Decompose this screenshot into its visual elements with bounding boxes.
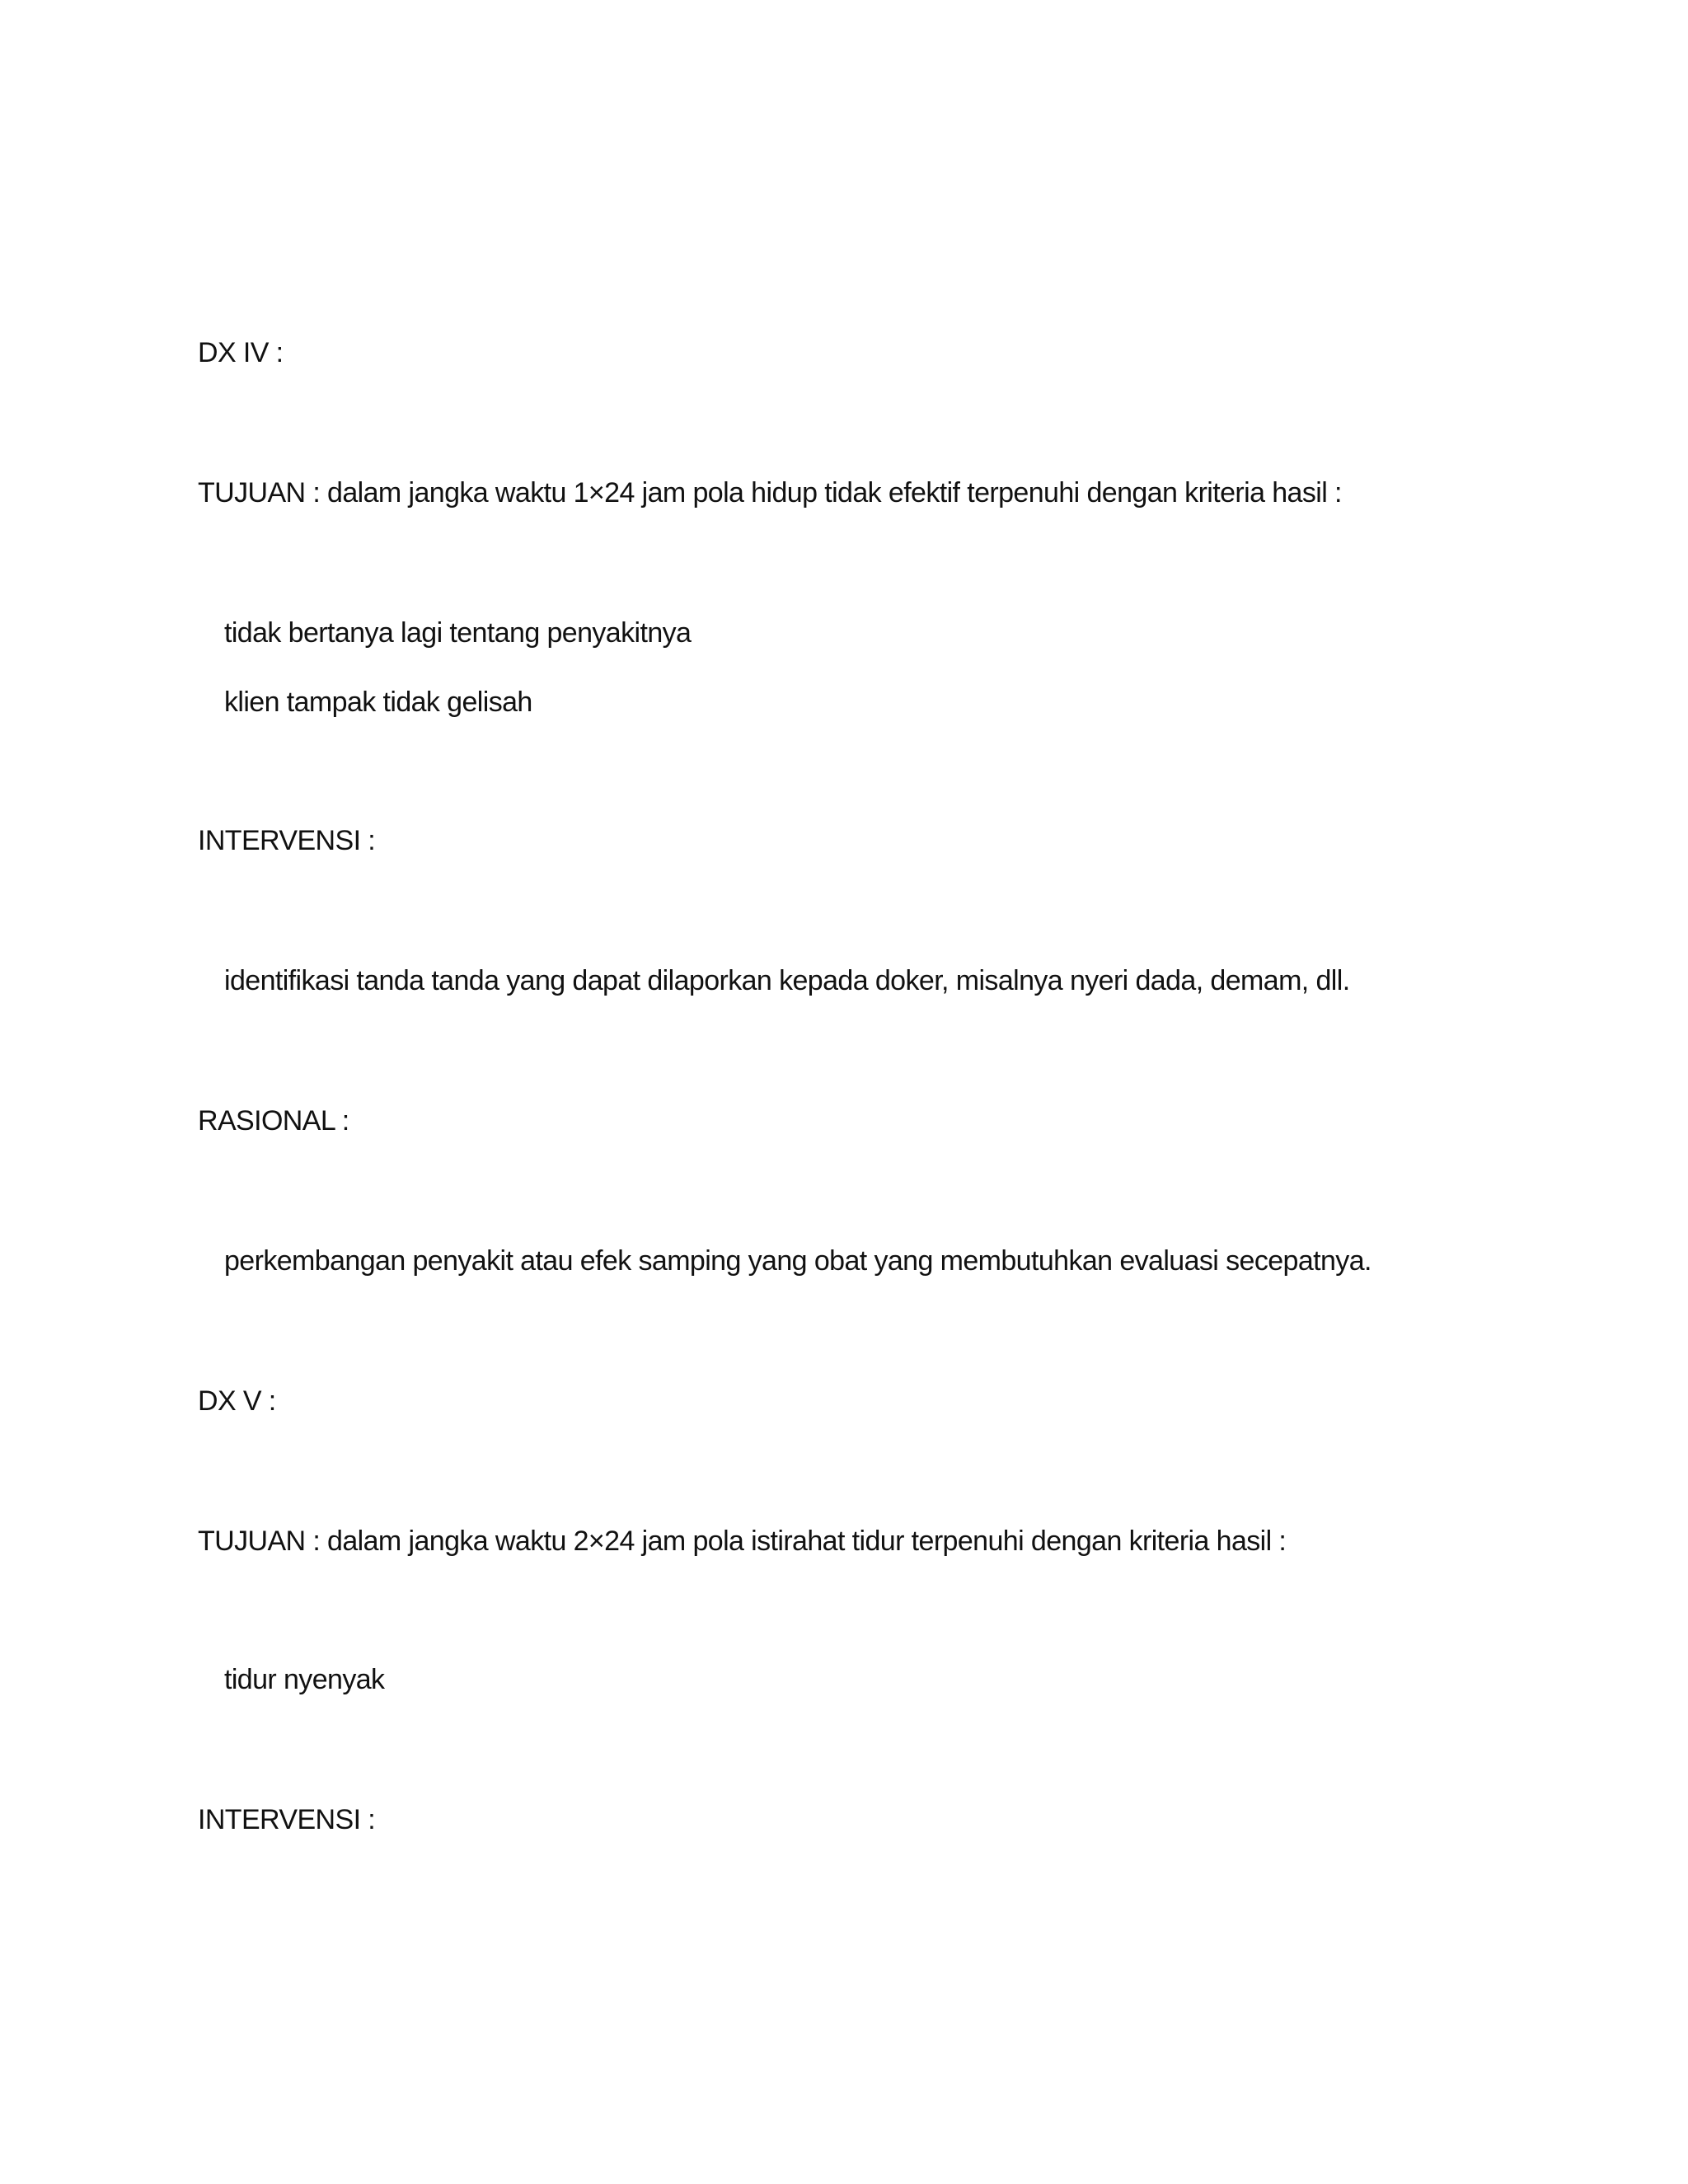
criteria-item: tidak bertanya lagi tentang penyakitnya — [224, 617, 692, 649]
intervention-heading: INTERVENSI : — [198, 1804, 376, 1835]
rationale-item: perkembangan penyakit atau efek samping yang obat yang membutuhkan evaluasi secepatnya. — [224, 1245, 1372, 1277]
criteria-item: klien tampak tidak gelisah — [224, 687, 532, 718]
intervention-item: identifikasi tanda tanda yang dapat dilaporkan kepada doker, misalnya nyeri dada, demam, dll. — [224, 965, 1350, 996]
diagnosis-heading: DX IV : — [198, 337, 284, 368]
diagnosis-heading: DX V : — [198, 1385, 276, 1417]
goal-paragraph: TUJUAN : dalam jangka waktu 1×24 jam pola hidup tidak efektif terpenuhi dengan kriteria hasil : — [198, 477, 1342, 509]
rationale-heading: RASIONAL : — [198, 1105, 349, 1137]
goal-paragraph: TUJUAN : dalam jangka waktu 2×24 jam pola istirahat tidur terpenuhi dengan kriteria hasil : — [198, 1526, 1287, 1557]
intervention-heading: INTERVENSI : — [198, 825, 376, 856]
criteria-item: tidur nyenyak — [224, 1664, 385, 1695]
